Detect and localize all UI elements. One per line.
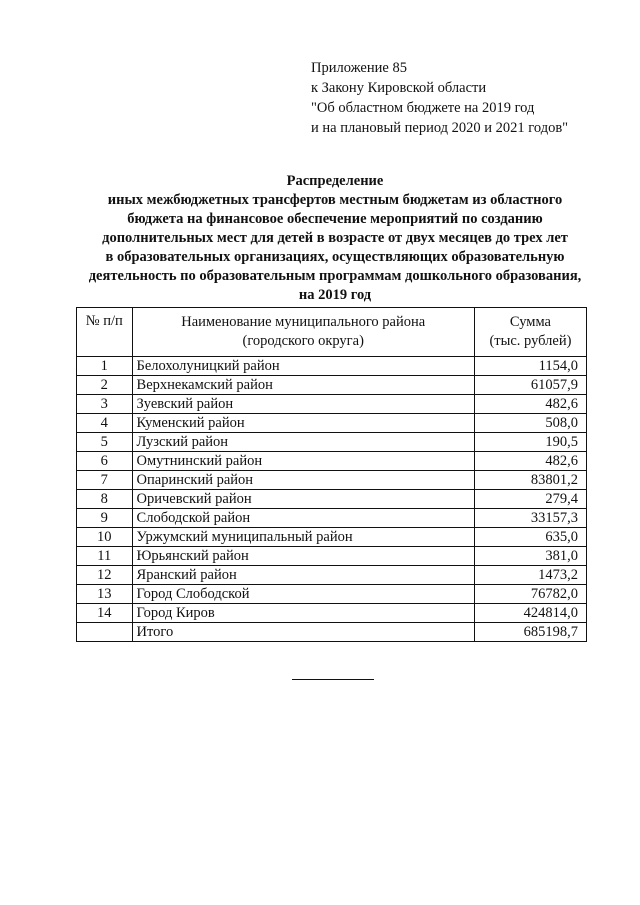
appendix-line: к Закону Кировской области xyxy=(311,80,487,96)
header-name-line1: Наименование муниципального района xyxy=(181,314,426,330)
row-name: Город Слободской xyxy=(132,585,474,604)
distribution-table xyxy=(76,307,587,642)
row-name: Опаринский район xyxy=(132,471,474,490)
table-row xyxy=(77,376,587,395)
row-num: 9 xyxy=(77,509,133,528)
title-line: бюджета на финансовое обеспечение мероприятий по созданию xyxy=(127,211,543,227)
title-line: в образовательных организациях, осуществляющих образовательную xyxy=(105,249,565,265)
header-sum-line1: Сумма xyxy=(509,314,551,330)
table-row xyxy=(77,471,587,490)
document-title xyxy=(60,172,610,305)
table-row xyxy=(77,547,587,566)
table-row xyxy=(77,490,587,509)
row-num: 10 xyxy=(77,528,133,547)
row-name: Верхнекамский район xyxy=(132,376,474,395)
table-total-row xyxy=(77,623,587,642)
row-sum: 424814,0 xyxy=(474,604,586,623)
row-num: 2 xyxy=(77,376,133,395)
row-name: Город Киров xyxy=(132,604,474,623)
row-sum: 76782,0 xyxy=(474,585,586,604)
row-sum: 482,6 xyxy=(474,395,586,414)
row-sum: 1154,0 xyxy=(474,357,586,376)
table-row xyxy=(77,433,587,452)
total-num xyxy=(77,623,133,642)
table-row xyxy=(77,452,587,471)
table-row xyxy=(77,528,587,547)
row-sum: 279,4 xyxy=(474,490,586,509)
row-num: 5 xyxy=(77,433,133,452)
row-sum: 635,0 xyxy=(474,528,586,547)
title-line: Распределение xyxy=(286,173,384,189)
title-line: на 2019 год xyxy=(298,287,372,303)
row-num: 13 xyxy=(77,585,133,604)
row-num: 4 xyxy=(77,414,133,433)
table-row xyxy=(77,585,587,604)
row-name: Омутнинский район xyxy=(132,452,474,471)
row-num: 6 xyxy=(77,452,133,471)
appendix-line: "Об областном бюджете на 2019 год xyxy=(311,100,535,116)
header-name-line2: (городского округа) xyxy=(242,333,364,349)
table-row xyxy=(77,566,587,585)
row-num: 14 xyxy=(77,604,133,623)
row-num: 8 xyxy=(77,490,133,509)
table-row xyxy=(77,509,587,528)
total-label: Итого xyxy=(132,623,474,642)
total-sum: 685198,7 xyxy=(474,623,586,642)
header-sum xyxy=(474,308,586,357)
row-num: 12 xyxy=(77,566,133,585)
row-sum: 33157,3 xyxy=(474,509,586,528)
title-line: дополнительных мест для детей в возрасте от двух месяцев до трех лет xyxy=(102,230,568,246)
row-sum: 190,5 xyxy=(474,433,586,452)
row-name: Зуевский район xyxy=(132,395,474,414)
title-line: иных межбюджетных трансфертов местным бюджетам из областного xyxy=(107,192,563,208)
row-name: Яранский район xyxy=(132,566,474,585)
row-name: Юрьянский район xyxy=(132,547,474,566)
row-sum: 508,0 xyxy=(474,414,586,433)
table-row xyxy=(77,357,587,376)
row-num: 7 xyxy=(77,471,133,490)
row-sum: 61057,9 xyxy=(474,376,586,395)
header-sum-line2: (тыс. рублей) xyxy=(489,333,572,349)
closing-rule xyxy=(292,679,374,680)
table-header-row xyxy=(77,308,587,357)
row-num: 1 xyxy=(77,357,133,376)
row-sum: 381,0 xyxy=(474,547,586,566)
row-sum: 83801,2 xyxy=(474,471,586,490)
row-name: Белохолуницкий район xyxy=(132,357,474,376)
row-name: Оричевский район xyxy=(132,490,474,509)
row-num: 11 xyxy=(77,547,133,566)
row-num: 3 xyxy=(77,395,133,414)
row-name: Уржумский муниципальный район xyxy=(132,528,474,547)
appendix-line: Приложение 85 xyxy=(311,60,407,76)
row-name: Слободской район xyxy=(132,509,474,528)
appendix-header xyxy=(311,58,568,138)
table-row xyxy=(77,414,587,433)
title-line: деятельность по образовательным программам дошкольного образования, xyxy=(88,268,582,284)
appendix-line: и на плановый период 2020 и 2021 годов" xyxy=(311,120,569,136)
header-num: № п/п xyxy=(77,308,133,357)
row-name: Куменский район xyxy=(132,414,474,433)
table-row xyxy=(77,395,587,414)
row-sum: 482,6 xyxy=(474,452,586,471)
table-row xyxy=(77,604,587,623)
row-name: Лузский район xyxy=(132,433,474,452)
header-name xyxy=(132,308,474,357)
row-sum: 1473,2 xyxy=(474,566,586,585)
